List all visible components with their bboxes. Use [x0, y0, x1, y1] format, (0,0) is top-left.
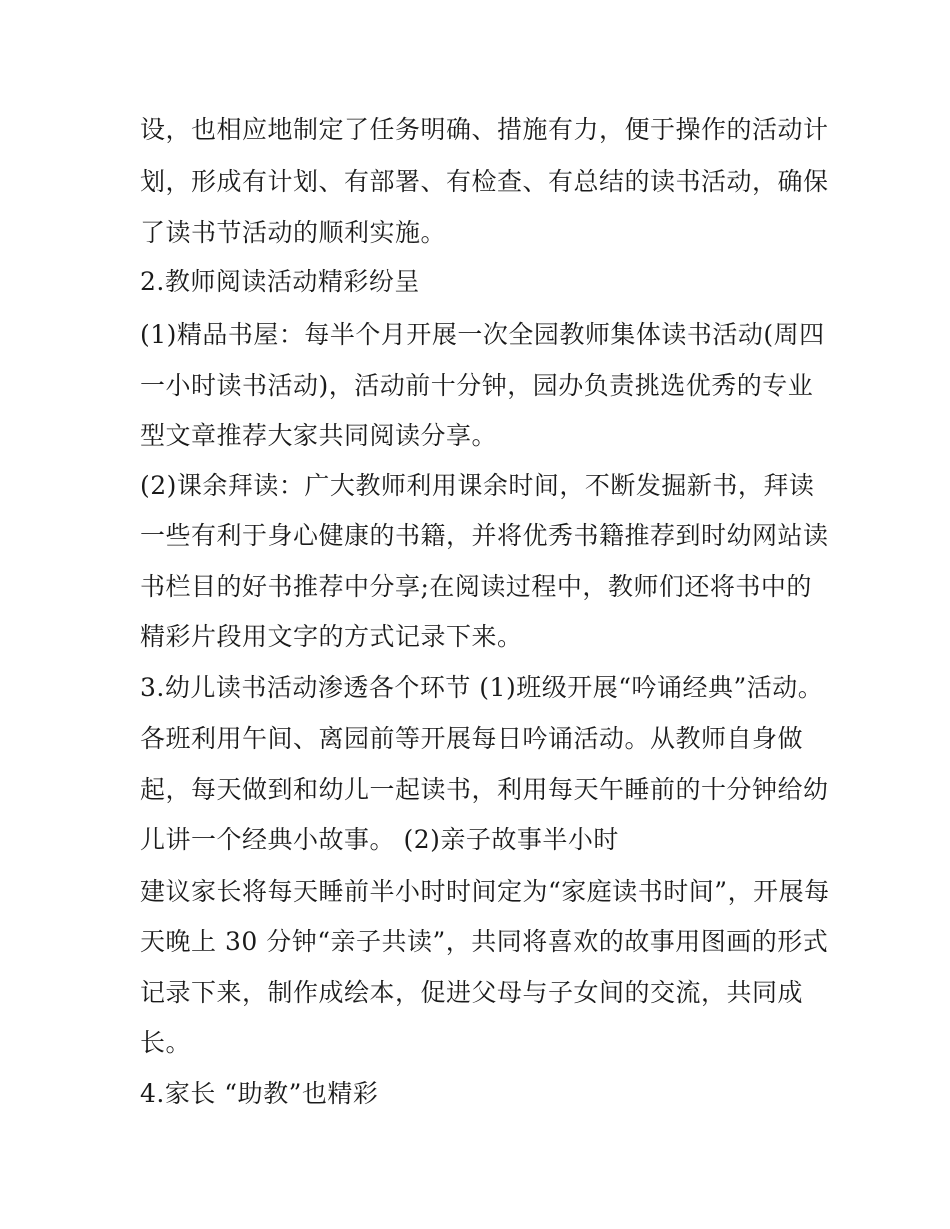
paragraph-line: (1)精品书屋：每半个月开展一次全园教师集体读书活动(周四	[140, 320, 825, 349]
section-heading: 4.家长 “助教”也精彩	[140, 1079, 379, 1108]
paragraph-line: 建议家长将每天睡前半小时时间定为“家庭读书时间”，开展每	[140, 877, 830, 906]
paragraph-line: 设，也相应地制定了任务明确、措施有力，便于操作的活动计	[140, 115, 829, 144]
paragraph-line: 天晚上 30 分钟“亲子共读”，共同将喜欢的故事用图画的形式	[140, 927, 829, 956]
paragraph-line: 一些有利于身心健康的书籍，并将优秀书籍推荐到时幼网站读	[140, 521, 829, 550]
paragraph-line: 书栏目的好书推荐中分享;在阅读过程中，教师们还将书中的	[140, 572, 812, 601]
paragraph-line: (2)课余拜读：广大教师利用课余时间，不断发掘新书，拜读	[140, 471, 815, 500]
paragraph-line: 儿讲一个经典小故事。 (2)亲子故事半小时	[140, 825, 619, 854]
paragraph-line: 各班利用午间、离园前等开展每日吟诵活动。从教师自身做	[140, 724, 804, 753]
paragraph-line: 精彩片段用文字的方式记录下来。	[140, 622, 523, 651]
paragraph-line: 划，形成有计划、有部署、有检查、有总结的读书活动，确保	[140, 167, 829, 196]
section-heading: 2.教师阅读活动精彩纷呈	[140, 267, 420, 296]
section-heading: 3.幼儿读书活动渗透各个环节 (1)班级开展“吟诵经典”活动。	[140, 673, 824, 702]
paragraph-line: 长。	[140, 1028, 192, 1057]
paragraph-line: 记录下来，制作成绘本，促进父母与子女间的交流，共同成	[140, 978, 804, 1007]
paragraph-line: 一小时读书活动)，活动前十分钟，园办负责挑选优秀的专业	[140, 371, 814, 400]
paragraph-line: 了读书节活动的顺利实施。	[140, 218, 447, 247]
paragraph-line: 型文章推荐大家共同阅读分享。	[140, 421, 498, 450]
paragraph-line: 起，每天做到和幼儿一起读书，利用每天午睡前的十分钟给幼	[140, 775, 829, 804]
